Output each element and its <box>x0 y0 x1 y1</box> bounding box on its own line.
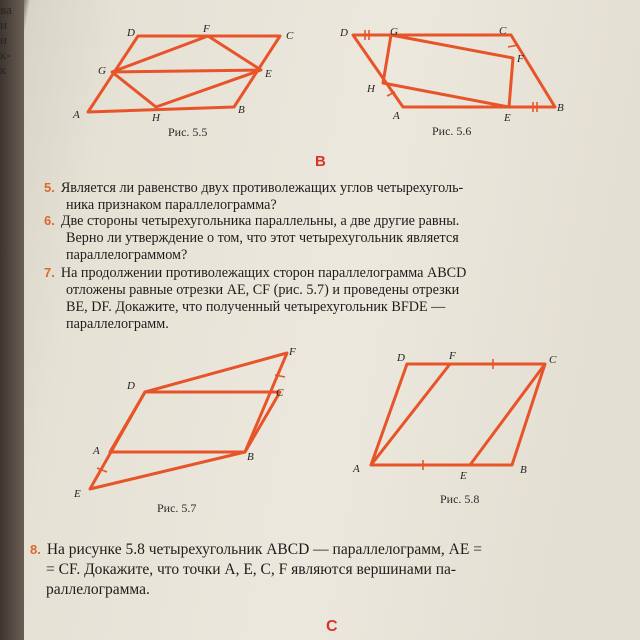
inner-quad-gfeh <box>383 35 513 107</box>
figure-5-7 <box>65 345 295 525</box>
task-line: Верно ли утверждение о том, что этот четырехугольник является <box>66 230 459 246</box>
task-line: 6. Две стороны четырехугольника параллельны, а две другие равны. <box>44 213 460 229</box>
edge-line: к <box>0 62 7 77</box>
label-c: C <box>286 30 294 42</box>
previous-page-text-edge <box>0 0 22 102</box>
label-f: F <box>517 53 524 65</box>
task-line: 7. На продолжении противолежащих сторон параллелограмма ABCD <box>44 265 467 281</box>
label-b: B <box>238 104 245 116</box>
label-e: E <box>265 68 272 80</box>
label-e: E <box>504 112 511 124</box>
label-c: C <box>549 354 557 366</box>
label-b: B <box>520 464 527 476</box>
label-a: A <box>393 110 400 122</box>
label-c: C <box>499 25 507 37</box>
label-d: D <box>397 352 405 364</box>
task-line: 5. Является ли равенство двух противолежащих углов четырехуголь- <box>44 180 464 196</box>
caption-5-8: Рис. 5.8 <box>440 492 480 506</box>
label-b: B <box>247 451 254 463</box>
caption-5-5: Рис. 5.5 <box>168 125 208 139</box>
task-line: раллелограмма. <box>46 581 150 598</box>
task-8 <box>30 540 482 600</box>
label-f: F <box>289 346 296 358</box>
label-a: A <box>73 109 80 121</box>
section-letter-c: С <box>326 618 338 635</box>
parallelogram-abcd <box>371 364 545 465</box>
label-d: D <box>127 380 135 392</box>
task-5 <box>44 179 463 214</box>
task-6 <box>44 212 459 264</box>
label-h: H <box>152 112 160 124</box>
edge-line: ва <box>0 2 12 17</box>
task-line: = CF. Докажите, что точки A, E, C, F являются вершинами па- <box>46 561 457 578</box>
figure-5-5 <box>70 25 310 145</box>
task-line: 8. На рисунке 5.8 четырехугольник ABCD — параллелограмм, AE = <box>30 541 482 558</box>
task-number: 5. <box>44 180 55 195</box>
task-line: ника признаком параллелограмма? <box>66 197 277 213</box>
figure-5-6 <box>335 25 575 145</box>
label-g: G <box>390 26 398 38</box>
label-b: B <box>557 102 564 114</box>
label-d: D <box>127 27 135 39</box>
segment-ge <box>112 70 261 72</box>
section-letter-b: В <box>315 153 326 170</box>
task-number: 8. <box>30 542 41 557</box>
parallelogram-abcd <box>110 392 280 452</box>
label-d: D <box>340 27 348 39</box>
caption-5-6: Рис. 5.6 <box>432 124 472 138</box>
segment-ec <box>470 364 545 465</box>
label-h: H <box>367 83 375 95</box>
edge-line: к- <box>0 47 11 62</box>
edge-line: и <box>0 32 7 47</box>
edge-line: и <box>0 17 7 32</box>
label-g: G <box>98 65 106 77</box>
label-e: E <box>74 488 81 500</box>
task-line: отложены равные отрезки AE, CF (рис. 5.7) и проведены отрезки <box>66 282 460 298</box>
figure-5-8 <box>345 345 565 515</box>
task-7 <box>44 264 466 333</box>
label-f: F <box>449 350 456 362</box>
task-line: параллелограмм. <box>66 316 169 332</box>
task-number: 6. <box>44 213 55 228</box>
label-a: A <box>93 445 100 457</box>
label-a: A <box>353 463 360 475</box>
caption-5-7: Рис. 5.7 <box>157 501 197 515</box>
segment-af <box>371 364 450 465</box>
task-line: BE, DF. Докажите, что полученный четырехугольник BFDE — <box>66 299 446 315</box>
quad-bfde <box>90 353 287 489</box>
label-f: F <box>203 23 210 35</box>
task-number: 7. <box>44 265 55 280</box>
label-e: E <box>460 470 467 482</box>
task-line: параллелограммом? <box>66 247 188 263</box>
label-c: C <box>276 387 284 399</box>
